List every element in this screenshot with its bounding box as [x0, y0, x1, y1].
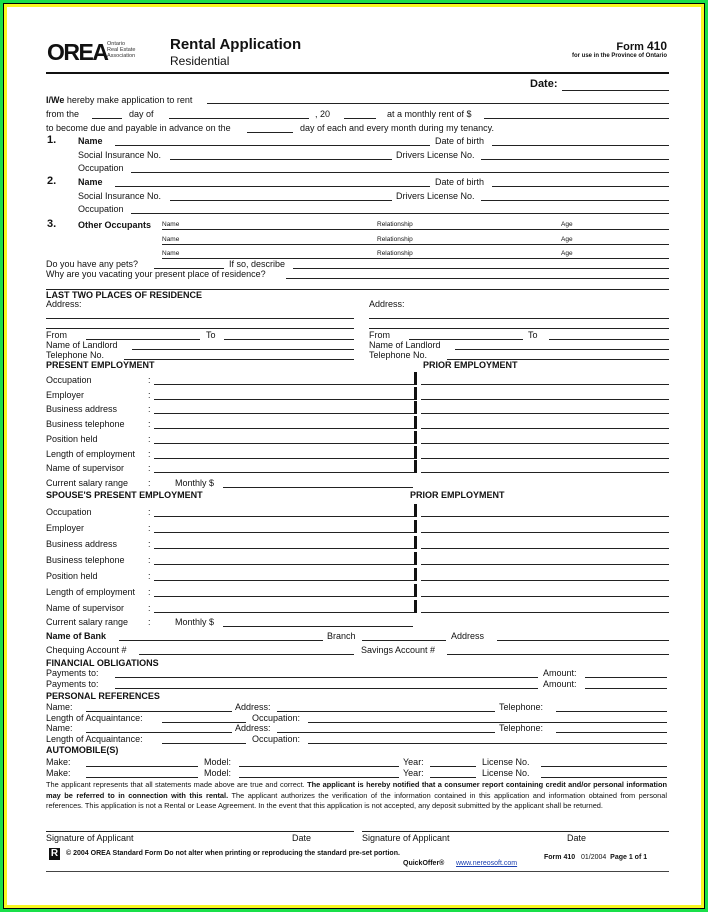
auto-1-license-label: License No.: [482, 757, 530, 767]
residence-1-to-label: To: [206, 330, 216, 340]
header-rule: [46, 72, 669, 74]
date-label: Date:: [530, 78, 558, 90]
occupant-2-field[interactable]: [162, 244, 669, 245]
employment-position-held-label: Position held: [46, 433, 98, 444]
employment-prior-employer-field[interactable]: [421, 399, 669, 400]
applicant-2-sin-field[interactable]: [170, 200, 392, 201]
employment-prior-business-telephone-field[interactable]: [421, 428, 669, 429]
intro-line-3a: to become due and payable in advance on the: [46, 123, 231, 133]
employment-business-telephone-label: Business telephone: [46, 419, 125, 430]
residence-2-address-field[interactable]: [369, 318, 669, 319]
salary-colon: :: [148, 478, 151, 488]
footer-revision: 01/2004: [580, 854, 607, 861]
applicant-2-number: 2.: [47, 175, 57, 187]
occupant-2-name-label: Name: [162, 236, 180, 243]
auto-2-year-field[interactable]: [430, 777, 476, 778]
vacating-field[interactable]: [286, 278, 669, 279]
spouse_employment-business-address-colon: :: [148, 539, 151, 549]
auto-2-year-label: Year:: [403, 768, 424, 778]
amount-1-label: Amount:: [543, 668, 577, 678]
residence-2-address-label: Address:: [369, 299, 405, 309]
employment-heading: PRESENT EMPLOYMENT: [46, 360, 155, 370]
spouse_employment-name-of-supervisor-field[interactable]: [154, 612, 416, 613]
column-divider-bar: [414, 431, 417, 444]
spouse_employment-prior-employer-field[interactable]: [421, 532, 669, 533]
applicant-2-dob-field[interactable]: [492, 186, 669, 187]
financial-heading: FINANCIAL OBLIGATIONS: [46, 658, 159, 668]
start-year-field[interactable]: [344, 118, 376, 119]
reference-1-telephone-label: Telephone:: [499, 702, 544, 712]
applicant-2-occupation-field[interactable]: [131, 213, 669, 214]
reference-2-name-field[interactable]: [86, 732, 232, 733]
spouse_employment-employer-field[interactable]: [154, 532, 416, 533]
intro-line-1: [46, 95, 192, 105]
disclaimer-bold-text: The applicant is hereby notified that a consumer report containing credit and/or personal information may be referred to in connection with this rental.: [46, 780, 667, 800]
spouse_employment-business-address-field[interactable]: [154, 548, 416, 549]
disclaimer: [46, 780, 667, 812]
realtor-icon: [49, 848, 60, 860]
auto-1-year-label: Year:: [403, 757, 424, 767]
reference-2-length-field[interactable]: [162, 743, 246, 744]
footer-form-label: Form 410: [544, 854, 576, 861]
employment-prior-length-of-employment-field[interactable]: [421, 458, 669, 459]
employment-prior-position-held-field[interactable]: [421, 443, 669, 444]
payments-2-label: Payments to:: [46, 679, 99, 689]
residence-1-address-field-2[interactable]: [46, 328, 354, 329]
residence-heading: LAST TWO PLACES OF RESIDENCE: [46, 290, 203, 300]
signature-2-field[interactable]: [362, 831, 669, 832]
applicant-1-sin-field[interactable]: [170, 159, 392, 160]
residence-2-to-label: To: [528, 330, 538, 340]
column-divider-bar: [414, 416, 417, 429]
spouse_employment-business-telephone-label: Business telephone: [46, 555, 125, 565]
applicant-1-occupation-field[interactable]: [131, 172, 669, 173]
references-heading: PERSONAL REFERENCES: [46, 691, 160, 701]
column-divider-bar: [414, 401, 417, 414]
date-field[interactable]: [562, 90, 669, 91]
spouse_employment-length-of-employment-label: Length of employment: [46, 587, 136, 597]
auto-1-make-field[interactable]: [86, 766, 198, 767]
column-divider-bar: [414, 568, 417, 581]
residence-2-from-label: From: [369, 330, 390, 340]
spouse_employment-prior-occupation-field[interactable]: [421, 516, 669, 517]
residence-1-telephone-label: Telephone No.: [46, 350, 105, 360]
applicant-1-dob-label: Date of birth: [435, 136, 485, 146]
reference-2-occupation-label: Occupation:: [252, 734, 301, 744]
orea-logo-subtitle: [107, 41, 135, 59]
pets-describe-field[interactable]: [293, 268, 669, 269]
spouse_employment-occupation-field[interactable]: [154, 516, 416, 517]
employment-business-address-field[interactable]: [154, 413, 416, 414]
column-divider-bar: [414, 387, 417, 400]
bank-address-field[interactable]: [497, 640, 669, 641]
payments-1-label: Payments to:: [46, 668, 99, 678]
spouse-employment-heading: SPOUSE'S PRESENT EMPLOYMENT: [46, 490, 203, 500]
signature-1-field[interactable]: [46, 831, 354, 832]
disclaimer-text: The applicant represents that all statements made above are true and correct.: [46, 780, 308, 789]
employment-employer-field[interactable]: [154, 399, 416, 400]
applicant-2-dob-label: Date of birth: [435, 177, 485, 187]
reference-1-address-label: Address:: [235, 702, 271, 712]
signature-2-date-label: Date: [567, 833, 587, 843]
employment-business-address-colon: :: [148, 404, 151, 415]
reference-2-occupation-field[interactable]: [308, 743, 667, 744]
realtor-icon-glyph: R: [50, 848, 59, 859]
spouse_employment-occupation-colon: :: [148, 507, 151, 517]
reference-1-length-label: Length of Acquaintance:: [46, 713, 143, 723]
signature-1-label: Signature of Applicant: [46, 833, 134, 843]
footer-page-indicator: Page 1 of 1: [610, 854, 648, 861]
residence-1-address-field[interactable]: [46, 318, 354, 319]
column-divider-bar: [414, 460, 417, 473]
page-title: Rental Application: [170, 36, 302, 53]
spouse_employment-employer-label: Employer: [46, 523, 85, 533]
savings-field[interactable]: [447, 654, 669, 655]
form-scope: for use in the Province of Ontario: [571, 53, 667, 59]
spouse_employment-position-held-colon: :: [148, 571, 151, 581]
applicant-2-dl-field[interactable]: [481, 200, 669, 201]
residence-2-landlord-field[interactable]: [455, 349, 669, 350]
spouse_employment-employer-colon: :: [148, 523, 151, 533]
residence-1-telephone-field[interactable]: [124, 359, 354, 360]
monthly-label: Monthly $: [175, 478, 215, 488]
monthly-rent-field[interactable]: [484, 118, 669, 119]
pets-question: Do you have any pets?: [46, 259, 139, 269]
employment-length-of-employment-label: Length of employment: [46, 448, 136, 459]
spouse_employment-name-of-supervisor-label: Name of supervisor: [46, 603, 125, 613]
bank-name-label: Name of Bank: [46, 631, 107, 641]
prior-employment-heading: PRIOR EMPLOYMENT: [423, 360, 518, 370]
logo-sub-line: Association: [107, 53, 136, 59]
applicant-1-occupation-label: Occupation: [78, 163, 124, 173]
bank-name-field[interactable]: [119, 640, 323, 641]
reference-1-name-field[interactable]: [86, 711, 232, 712]
monthly-salary-field[interactable]: [223, 487, 413, 488]
spouse-salary-label: Current salary range: [46, 617, 129, 627]
spouse_employment-position-held-field[interactable]: [154, 580, 416, 581]
rental-application-form: [7, 7, 701, 905]
applicant-2-name-label: Name: [78, 177, 103, 187]
applicant-2-occupation-label: Occupation: [78, 204, 124, 214]
salary-label: Current salary range: [46, 478, 129, 488]
applicant-1-number: 1.: [47, 134, 57, 146]
footer-quickoffer: QuickOffer®: [403, 860, 445, 867]
vacating-question: Why are you vacating your present place of residence?: [46, 269, 266, 279]
spouse-salary-colon: :: [148, 617, 151, 627]
form-label: Form: [616, 41, 647, 53]
reference-2-telephone-label: Telephone:: [499, 723, 544, 733]
start-month-field[interactable]: [169, 118, 309, 119]
orea-logo: [47, 39, 107, 66]
residence-1-from-label: From: [46, 330, 67, 340]
employment-prior-name-of-supervisor-field[interactable]: [421, 472, 669, 473]
residence-2-address-field-2[interactable]: [369, 328, 669, 329]
logo-sub-line: Real Estate: [107, 47, 136, 53]
footer-form-info: [544, 854, 647, 861]
form-number: [616, 39, 667, 53]
applicant-2-name-field[interactable]: [115, 186, 430, 187]
employment-employer-label: Employer: [46, 389, 85, 400]
applicant-1-dl-field[interactable]: [481, 159, 669, 160]
rental-address-field[interactable]: [207, 103, 669, 104]
spouse_employment-prior-position-held-field[interactable]: [421, 580, 669, 581]
auto-2-model-label: Model:: [204, 768, 232, 778]
footer-website-link[interactable]: www.nereosoft.com: [456, 860, 518, 867]
iwe-label: I/We: [46, 95, 65, 105]
day-of-label: day of: [129, 109, 154, 119]
reference-1-address-field[interactable]: [277, 711, 495, 712]
branch-field[interactable]: [362, 640, 446, 641]
employment-occupation-colon: :: [148, 375, 151, 385]
applicant-2-dl-label: Drivers License No.: [396, 191, 475, 201]
amount-1-field[interactable]: [585, 677, 667, 678]
spouse_employment-business-telephone-colon: :: [148, 555, 151, 565]
occupants-label: Other Occupants: [78, 220, 152, 230]
logo-sub-line: Ontario: [107, 41, 126, 47]
occupant-1-relationship-label: Relationship: [377, 221, 413, 228]
auto-1-make-label: Make:: [46, 757, 71, 767]
chequing-field[interactable]: [139, 654, 354, 655]
spouse_employment-prior-business-telephone-field[interactable]: [421, 564, 669, 565]
payments-2-field[interactable]: [115, 688, 538, 689]
employment-business-telephone-field[interactable]: [154, 428, 416, 429]
spouse_employment-business-address-label: Business address: [46, 539, 118, 549]
spouse_employment-occupation-label: Occupation: [46, 507, 92, 517]
reference-2-address-label: Address:: [235, 723, 271, 733]
column-divider-bar: [414, 584, 417, 597]
spouse_employment-length-of-employment-colon: :: [148, 587, 151, 597]
reference-1-telephone-field[interactable]: [556, 711, 667, 712]
employment-position-held-colon: :: [148, 433, 151, 444]
employment-employer-colon: :: [148, 389, 151, 400]
year-prefix-label: , 20: [315, 109, 331, 119]
employment-business-address-label: Business address: [46, 404, 118, 415]
employment-business-telephone-colon: :: [148, 419, 151, 430]
page-subtitle: Residential: [170, 54, 230, 68]
auto-1-model-field[interactable]: [239, 766, 399, 767]
column-divider-bar: [414, 536, 417, 549]
occupant-2-relationship-label: Relationship: [377, 236, 413, 243]
applicant-1-sin-label: Social Insurance No.: [78, 150, 162, 160]
auto-1-model-label: Model:: [204, 757, 232, 767]
signature-2-label: Signature of Applicant: [362, 833, 450, 843]
orea-logo-text: OREA: [47, 39, 108, 65]
monthly-rent-label: at a monthly rent of $: [387, 109, 472, 119]
bank-address-label: Address: [451, 631, 485, 641]
spouse_employment-length-of-employment-field[interactable]: [154, 596, 416, 597]
column-divider-bar: [414, 446, 417, 459]
spouse_employment-name-of-supervisor-colon: :: [148, 603, 151, 613]
amount-2-label: Amount:: [543, 679, 577, 689]
applicant-2-sin-label: Social Insurance No.: [78, 191, 162, 201]
reference-1-occupation-label: Occupation:: [252, 713, 301, 723]
employment-prior-occupation-field[interactable]: [421, 384, 669, 385]
footer-rule: [46, 871, 669, 872]
employment-name-of-supervisor-label: Name of supervisor: [46, 463, 125, 474]
reference-2-name-label: Name:: [46, 723, 73, 733]
residence-1-landlord-field[interactable]: [132, 349, 354, 350]
auto-2-license-field[interactable]: [541, 777, 667, 778]
spouse_employment-position-held-label: Position held: [46, 571, 98, 581]
amount-2-field[interactable]: [585, 688, 667, 689]
column-divider-bar: [414, 504, 417, 517]
intro-line-3b: day of each and every month during my tenancy.: [300, 123, 494, 133]
auto-2-make-field[interactable]: [86, 777, 198, 778]
reference-1-name-label: Name:: [46, 702, 73, 712]
column-divider-bar: [414, 600, 417, 613]
spouse-monthly-salary-field[interactable]: [223, 626, 413, 627]
automobiles-heading: AUTOMOBILE(S): [46, 745, 119, 755]
chequing-label: Chequing Account #: [46, 645, 127, 655]
reference-2-length-label: Length of Acquaintance:: [46, 734, 143, 744]
disclaimer-text-2: The applicant authorizes the verification of the information contained in this application and information obtained from personal references. This application is not a Rental or Lease Agreement. In the event that this application is not accepted, any deposit submitted by the applicant shall be returned.: [46, 790, 668, 810]
reference-2-telephone-field[interactable]: [556, 732, 667, 733]
occupant-2-age-label: Age: [561, 236, 573, 243]
reference-1-occupation-field[interactable]: [308, 722, 667, 723]
residence-2-landlord-label: Name of Landlord: [369, 340, 441, 350]
signature-1-date-label: Date: [292, 833, 312, 843]
spouse_employment-prior-length-of-employment-field[interactable]: [421, 596, 669, 597]
employment-position-held-field[interactable]: [154, 443, 416, 444]
payment-day-field[interactable]: [247, 132, 293, 133]
employment-name-of-supervisor-field[interactable]: [154, 472, 416, 473]
auto-2-make-label: Make:: [46, 768, 71, 778]
spouse-prior-employment-heading: PRIOR EMPLOYMENT: [410, 490, 505, 500]
occupant-1-age-label: Age: [561, 221, 573, 228]
start-day-field[interactable]: [92, 118, 122, 119]
column-divider-bar: [414, 520, 417, 533]
footer-copyright: © 2004 OREA Standard Form Do not alter when printing or reproducing the standard pre-set portion.: [66, 850, 400, 857]
applicant-1-dl-label: Drivers License No.: [396, 150, 475, 160]
auto-1-year-field[interactable]: [430, 766, 476, 767]
column-divider-bar: [414, 552, 417, 565]
applicant-1-dob-field[interactable]: [492, 145, 669, 146]
auto-2-license-label: License No.: [482, 768, 530, 778]
auto-1-license-field[interactable]: [541, 766, 667, 767]
spouse_employment-business-telephone-field[interactable]: [154, 564, 416, 565]
employment-occupation-field[interactable]: [154, 384, 416, 385]
reference-1-length-field[interactable]: [162, 722, 246, 723]
column-divider-bar: [414, 372, 417, 385]
residence-1-landlord-label: Name of Landlord: [46, 340, 118, 350]
intro-text: hereby make application to rent: [66, 95, 193, 105]
occupant-1-name-label: Name: [162, 221, 180, 228]
occupant-3-relationship-label: Relationship: [377, 250, 413, 257]
employment-name-of-supervisor-colon: :: [148, 463, 151, 474]
residence-1-address-label: Address:: [46, 299, 82, 309]
occupant-1-field[interactable]: [162, 229, 669, 230]
reference-2-address-field[interactable]: [277, 732, 495, 733]
employment-length-of-employment-field[interactable]: [154, 458, 416, 459]
form-number-value: 410: [646, 39, 667, 53]
occupant-3-name-label: Name: [162, 250, 180, 257]
occupant-3-age-label: Age: [561, 250, 573, 257]
branch-label: Branch: [327, 631, 356, 641]
applicant-1-name-field[interactable]: [115, 145, 430, 146]
residence-1-to-field[interactable]: [224, 339, 354, 340]
from-the-label: from the: [46, 109, 80, 119]
employment-length-of-employment-colon: :: [148, 448, 151, 459]
employment-occupation-label: Occupation: [46, 375, 92, 385]
spouse_employment-prior-business-address-field[interactable]: [421, 548, 669, 549]
savings-label: Savings Account #: [361, 645, 436, 655]
auto-2-model-field[interactable]: [239, 777, 399, 778]
spouse-monthly-label: Monthly $: [175, 617, 215, 627]
payments-1-field[interactable]: [115, 677, 538, 678]
residence-2-to-field[interactable]: [549, 339, 669, 340]
spouse_employment-prior-name-of-supervisor-field[interactable]: [421, 612, 669, 613]
residence-2-telephone-label: Telephone No.: [369, 350, 428, 360]
applicant-1-name-label: Name: [78, 136, 103, 146]
occupants-number: 3.: [47, 218, 57, 230]
pets-describe-label: If so, describe: [229, 259, 286, 269]
employment-prior-business-address-field[interactable]: [421, 413, 669, 414]
